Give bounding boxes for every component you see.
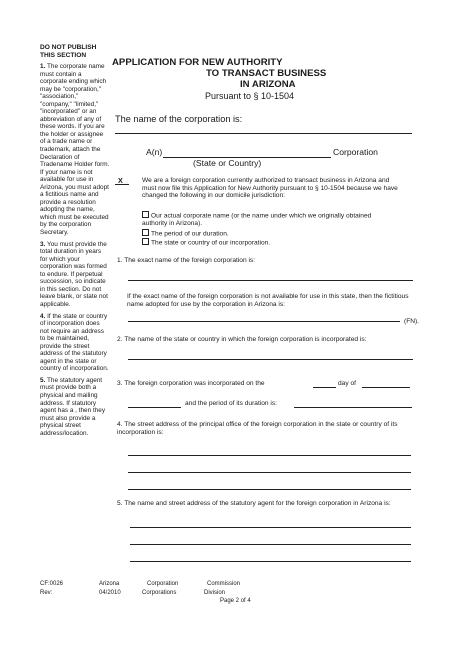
- statement-text: We are a foreign corporation currently authorized to transact business in Arizona and must now file this Application for New Authority pursuant to § 10-1504 because we have changed the following in our domicile jurisdiction:: [142, 177, 398, 200]
- question-1b: If the exact name of the foreign corporation is not available for use in this state, then the fictitious name adopted for use by the corporation in Arizona is:: [127, 293, 409, 308]
- an-label: A(n): [146, 147, 163, 157]
- statutory-agent-line-1[interactable]: [130, 527, 411, 528]
- sidebar-heading: DO NOT PUBLISH THIS SECTION: [40, 44, 97, 59]
- question-5: 5. The name and street address of the statutory agent for the foreign corporation in Arizona is:: [117, 500, 391, 507]
- incorporation-month-field[interactable]: [362, 387, 410, 388]
- revision-label: Rev:: [40, 590, 53, 596]
- instruction-3-number: 3.: [40, 240, 46, 248]
- state-country-caption: (State or Country): [193, 158, 262, 168]
- incorporation-day-field[interactable]: [313, 387, 336, 388]
- page-number: Page 2 of 4: [220, 598, 251, 604]
- instruction-4-text: If the state or country of incorporation does not require an address to be maintained, provide the street address of the statutory agent in the state or country of incorporation.: [40, 312, 109, 373]
- corp-name-label: The name of the corporation is:: [115, 114, 243, 124]
- question-2: 2. The name of the state or country in which the foreign corporation is incorporated is:: [117, 336, 367, 343]
- instruction-5-text: The statutory agent must provide both a physical and mailing address. If statutory agent has a , then they must also provide a physical street address/location.: [40, 376, 106, 437]
- duration-label: and the period of its duration is:: [185, 400, 278, 407]
- checkbox-icon[interactable]: [142, 211, 149, 218]
- footer-corporations: Corporations: [142, 590, 177, 596]
- form-statute: Pursuant to § 10-1504: [205, 91, 295, 101]
- question-4: 4. The street address of the principal office of the foreign corporation in the state or country of its incorporation is:: [117, 421, 398, 436]
- state-of-incorporation-field[interactable]: [128, 359, 413, 360]
- instruction-3: [40, 241, 110, 309]
- corporation-label: Corporation: [333, 147, 378, 157]
- change-option-name-label: Our actual corporate name (or the name under which we originally obtained authority in Arizona).: [142, 212, 372, 228]
- fictitious-name-field[interactable]: [128, 321, 400, 322]
- incorporation-year-field[interactable]: [128, 407, 181, 408]
- instructions-sidebar: [40, 44, 110, 441]
- x-mark: X: [118, 176, 123, 185]
- instruction-3-text: You must provide the total duration in years for which your corporation was formed to endure. If perpetual succession, so indicate in this section. Do not leave blank, or state not applicable.: [40, 240, 108, 308]
- change-option-duration-label: The period of our duration.: [151, 230, 229, 238]
- form-title-line2: TO TRANSACT BUSINESS: [206, 68, 327, 79]
- checkbox-icon[interactable]: [142, 238, 149, 245]
- instruction-5-number: 5.: [40, 376, 46, 384]
- day-of-label: day of: [338, 380, 356, 387]
- question-1: 1. The exact name of the foreign corporation is:: [117, 257, 256, 264]
- instruction-4: [40, 313, 110, 373]
- footer-division: Division: [204, 590, 226, 596]
- statutory-agent-line-3[interactable]: [130, 561, 411, 562]
- footer-arizona: Arizona: [99, 581, 120, 587]
- principal-office-line-3[interactable]: [128, 489, 411, 490]
- form-title-line3: IN ARIZONA: [240, 79, 296, 90]
- change-option-name[interactable]: [142, 211, 392, 228]
- form-code: CF:0026: [40, 581, 64, 587]
- instruction-1: [40, 63, 110, 237]
- fn-label: (FN).: [404, 318, 420, 325]
- corp-name-field[interactable]: [115, 133, 412, 134]
- change-option-state-label: The state or country of our incorporation.: [151, 239, 271, 247]
- instruction-1-number: 1.: [40, 63, 46, 70]
- footer-corporation: Corporation: [147, 581, 179, 587]
- exact-name-field[interactable]: [128, 280, 413, 281]
- question-3: 3. The foreign corporation was incorporated on the: [117, 380, 265, 387]
- change-option-duration[interactable]: [142, 229, 229, 238]
- statutory-agent-line-2[interactable]: [130, 544, 411, 545]
- checkbox-icon[interactable]: [142, 229, 149, 236]
- form-title-line1: APPLICATION FOR NEW AUTHORITY: [112, 57, 283, 68]
- footer-commission: Commission: [207, 581, 241, 587]
- principal-office-line-1[interactable]: [128, 455, 411, 456]
- instruction-4-number: 4.: [40, 312, 46, 320]
- revision-date: 04/2010: [99, 590, 121, 596]
- instruction-5: [40, 377, 110, 437]
- x-mark-underline: [115, 184, 129, 185]
- change-option-state[interactable]: [142, 238, 270, 247]
- duration-field[interactable]: [294, 407, 412, 408]
- principal-office-line-2[interactable]: [128, 472, 411, 473]
- instruction-1-text: The corporate name must contain a corporate ending which may be "corporation," "association," "company," "limited," "incorporated" or an abbreviation of any of these words. If you are the holder or assignee of a trade name or trademark, attach the Declaration of Tradename Holder form. If your name is not available for use in Arizona, you must adopt a fictitious name and provide a resolution adopting the name, which must be executed by the corporation Secretary.: [40, 63, 110, 237]
